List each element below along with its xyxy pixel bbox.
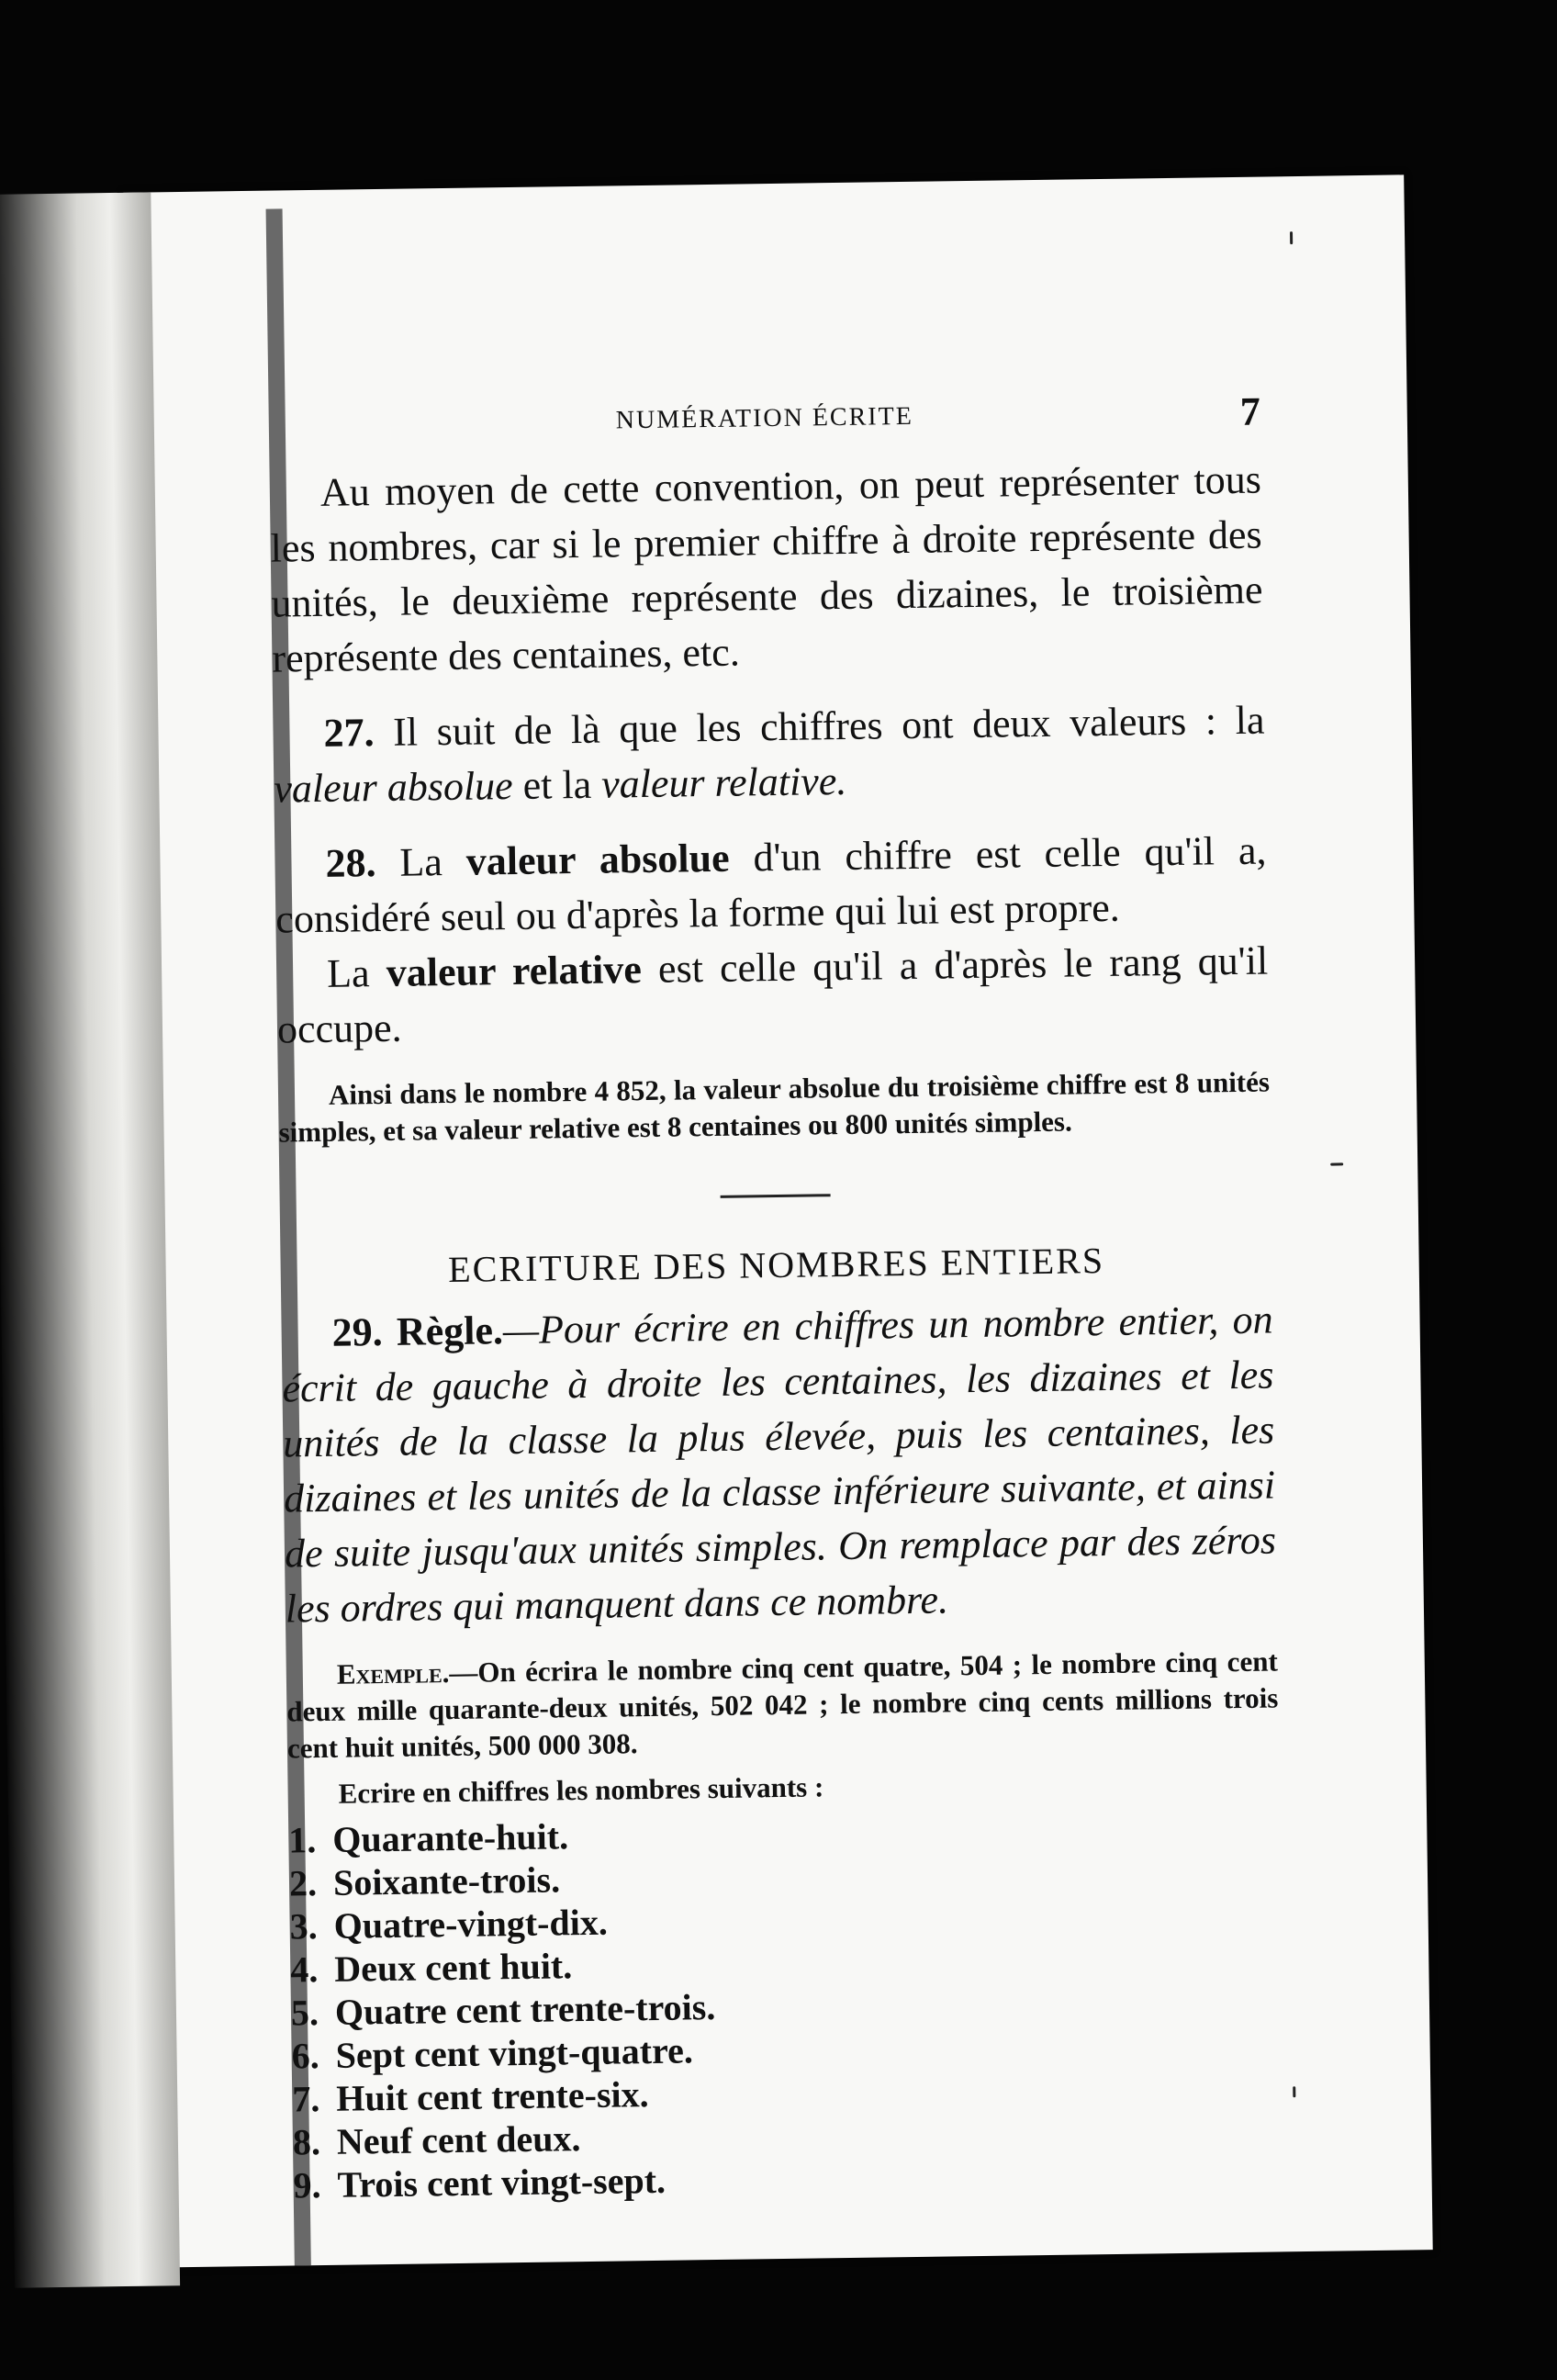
paragraph-27 <box>273 693 1266 817</box>
page-number: 7 <box>1239 388 1261 434</box>
example-label: Exemple. <box>336 1656 450 1690</box>
paragraph-28-relative <box>276 934 1270 1058</box>
section-title: ECRITURE DES NOMBRES ENTIERS <box>447 1240 1105 1291</box>
paragraph-28 <box>274 824 1268 948</box>
item-number: 1. <box>288 1819 317 1861</box>
book-spine <box>0 192 180 2287</box>
item-text: Huit cent trente-six. <box>335 2073 649 2119</box>
item-text: Sept cent vingt-quatre. <box>335 2029 694 2076</box>
running-head: NUMÉRATION ÉCRITE <box>615 401 914 435</box>
dust-speck <box>1293 2086 1295 2097</box>
paragraph-text: La <box>399 839 443 885</box>
item-number: 6. <box>291 2035 319 2077</box>
paragraph-text: Il suit de là que les chiffres ont deux valeurs : la <box>392 697 1265 755</box>
rule-29 <box>281 1292 1277 1636</box>
item-text: Neuf cent deux. <box>336 2117 581 2162</box>
item-number: 2. <box>288 1862 318 1904</box>
paragraph-number: 27. <box>323 710 375 756</box>
item-text: Quatre cent trente-trois. <box>334 1986 716 2033</box>
item-number: 8. <box>292 2121 321 2163</box>
book-page <box>123 174 1432 2267</box>
item-text: Soixante-trois. <box>332 1858 561 1903</box>
item-text: Trois cent vingt-sept. <box>337 2159 666 2206</box>
paragraph-text: est celle qu'il a d'après le rang qu'il occupe. <box>276 937 1269 1052</box>
rule-number: 29. <box>331 1309 383 1355</box>
paragraph-convention: Au moyen de cette convention, on peut représenter tous les nombres, car si le premier chiffre à droite représente des unités, le deuxième représente des dizaines, le troisième représente des centaines, etc. <box>270 456 1263 681</box>
rule-text: —Pour écrire en chiffres un nombre entier, on écrit de gauche à droite les centaines, les dizaines et les unités de la classe la plus élevée, puis les centaines, les dizaines et les unités de la classe inférieure suivante, et ainsi de suite jusqu'aux unités simples. On remplace par des zéros les ordres qui manquent dans ce nombre. <box>282 1297 1277 1632</box>
exercise-intro: Ecrire en chiffres les nombres suivants : <box>338 1770 824 1810</box>
item-text: Deux cent huit. <box>334 1945 573 1990</box>
note-example: Ainsi dans le nombre 4 852, la valeur absolue du troisième chiffre est 8 unités simples, et sa valeur relative est 8 centaines ou 800 unités simples. <box>278 1065 1271 1149</box>
item-number: 7. <box>291 2078 320 2120</box>
item-text: Quarante-huit. <box>332 1815 569 1860</box>
paragraph-text: La <box>326 950 370 996</box>
section-divider <box>721 1194 831 1198</box>
term-valeur-relative: valeur relative. <box>600 758 847 807</box>
example-text: —On écrira le nombre cinq cent quatre, 504 ; le nombre cinq cent deux mille quarante-deux unités, 502 042 ; le nombre cinq cents millions trois cent huit unités, 500 000 308. <box>286 1645 1279 1765</box>
item-number: 4. <box>290 1948 319 1991</box>
bold-term: valeur relative <box>386 947 643 995</box>
exercise-list <box>288 1804 1285 2206</box>
page-content <box>268 388 1284 2207</box>
dust-speck <box>1330 1162 1343 1165</box>
item-number: 9. <box>293 2164 321 2206</box>
dust-speck <box>1290 231 1293 244</box>
item-text: Quatre-vingt-dix. <box>333 1901 609 1947</box>
rule-label: Règle. <box>396 1308 504 1354</box>
paragraph-text: et la <box>522 761 592 808</box>
item-number: 5. <box>290 1992 319 2034</box>
example-paragraph <box>286 1643 1280 1767</box>
bold-term: valeur absolue <box>465 835 730 884</box>
paragraph-text: d'un chiffre est celle qu'il a, considéré seul ou d'après la forme qui lui est propre. <box>275 827 1267 942</box>
term-valeur-absolue: valeur absolue <box>274 762 513 812</box>
item-number: 3. <box>289 1905 318 1948</box>
paragraph-number: 28. <box>325 840 376 886</box>
